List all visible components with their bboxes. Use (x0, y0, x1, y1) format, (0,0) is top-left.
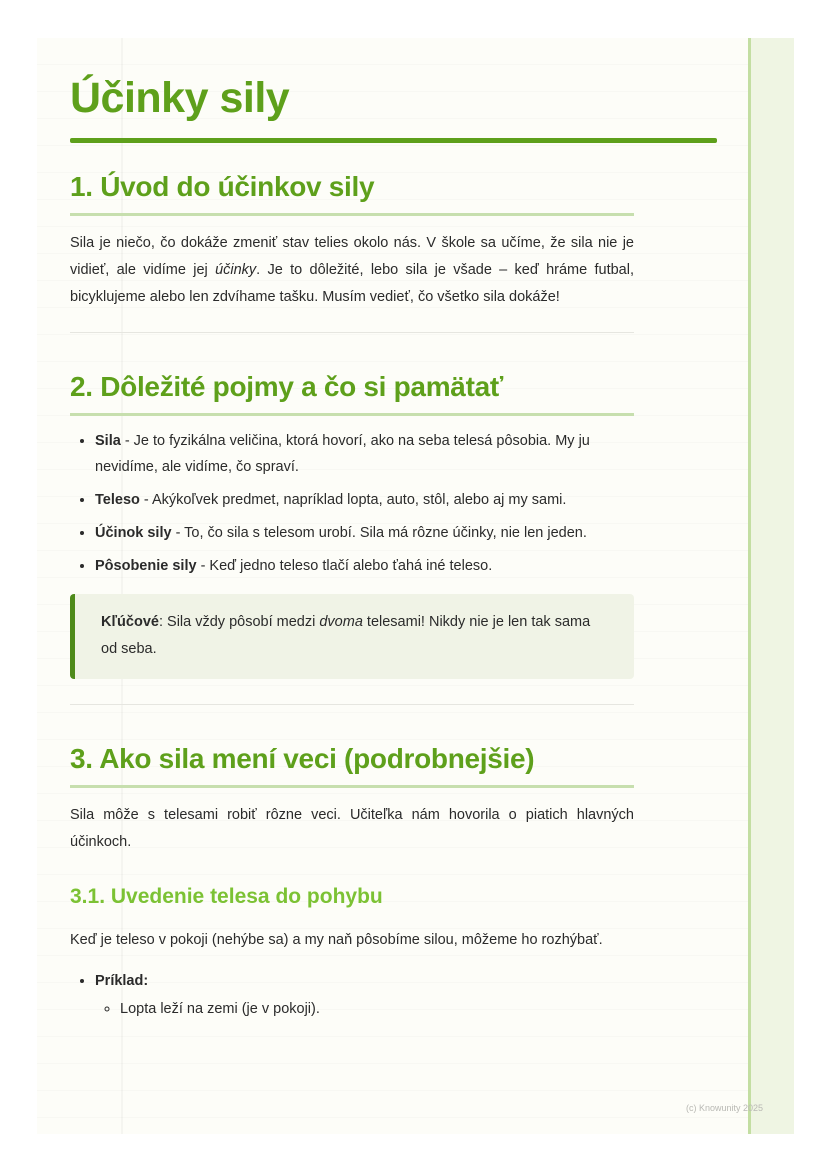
subsection-3-1-paragraph: Keď je teleso v pokoji (nehýbe sa) a my naň pôsobíme silou, môžeme ho rozhýbať. (70, 932, 603, 948)
list-item: ◦ Lopta leží na zemi (je v pokoji). (120, 996, 634, 1022)
example-sublist (95, 996, 634, 1022)
right-margin-strip (748, 38, 794, 1134)
list-item: • Teleso - Akýkoľvek predmet, napríklad lopta, auto, stôl, alebo aj my sami. (95, 487, 634, 513)
title-rule (70, 138, 717, 143)
key-callout: Kľúčové: Sila vždy pôsobí medzi dvoma telesami! Nikdy nie je len tak sama od seba. (70, 594, 634, 679)
page-title: Účinky sily (70, 74, 290, 122)
section-3-paragraph: Sila môže s telesami robiť rôzne veci. Učiteľka nám hovorila o piatich hlavných účinkoch. (70, 807, 634, 850)
example-list (70, 968, 634, 1022)
section-3-heading: 3. Ako sila mení veci (podrobnejšie) (70, 741, 634, 788)
terms-list (70, 428, 634, 579)
subsection-3-1-heading: 3.1. Uvedenie telesa do pohybu (70, 885, 383, 908)
list-item: • Sila - Je to fyzikálna veličina, ktorá hovorí, ako na seba telesá pôsobia. My ju nevidíme, ale vidíme, čo spraví. (95, 428, 634, 480)
copyright-footer: (c) Knowunity 2025 (686, 1103, 764, 1113)
section-1-heading: 1. Úvod do účinkov sily (70, 169, 634, 216)
emphasis-ucinky: účinky (215, 262, 257, 278)
document-content (70, 70, 634, 1029)
section-2-heading: 2. Dôležité pojmy a čo si pamätať (70, 369, 634, 416)
section-1-paragraph: Sila je niečo, čo dokáže zmeniť stav telies okolo nás. V škole sa učíme, že sila nie je vidieť, ale vidíme jej účinky. Je to dôležité, lebo sila je všade – keď hráme futbal, bicyklujeme alebo len zdvíhame tašku. Musím vedieť, čo všetko sila dokáže! (70, 235, 634, 305)
callout-label: Kľúčové (101, 614, 159, 630)
list-item: • Pôsobenie sily - Keď jedno teleso tlačí alebo ťahá iné teleso. (95, 553, 634, 579)
list-item: • Príklad: ◦ Lopta leží na zemi (je v pokoji). (95, 968, 634, 1022)
list-item: • Účinok sily - To, čo sila s telesom urobí. Sila má rôzne účinky, nie len jeden. (95, 520, 634, 546)
